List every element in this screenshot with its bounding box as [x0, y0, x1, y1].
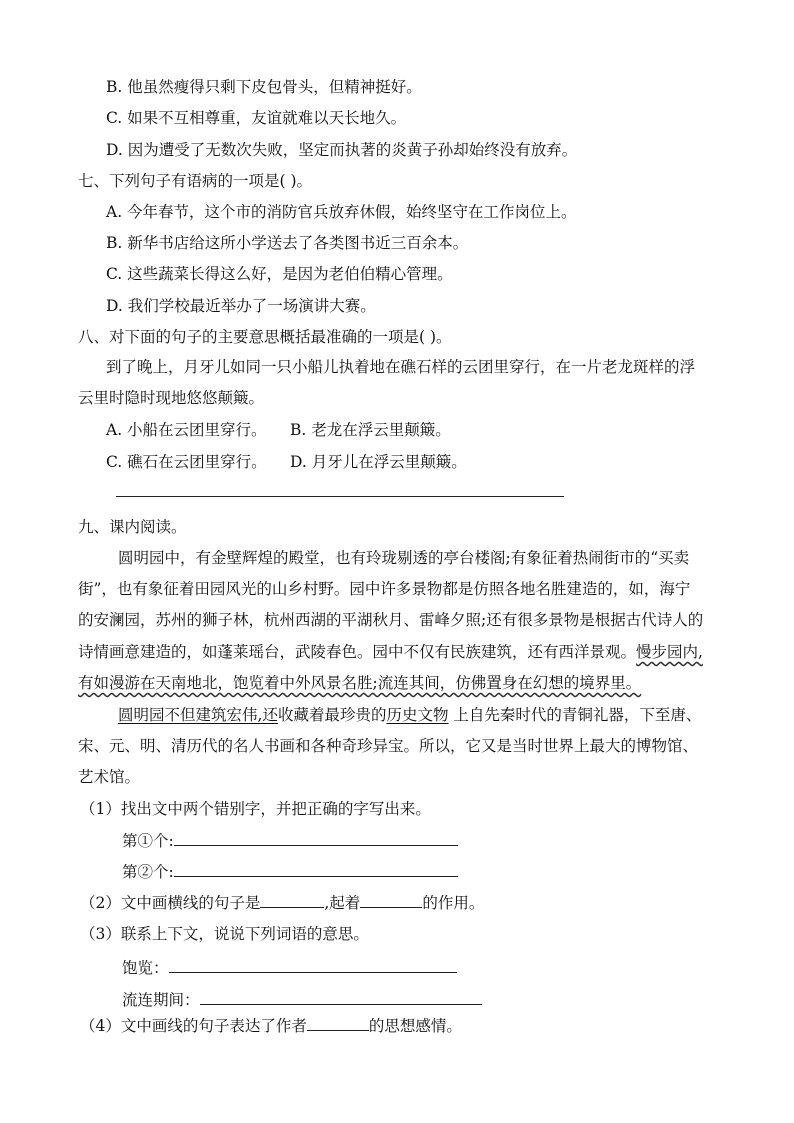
q9-passage-p2-line-1: [118, 704, 701, 726]
q8-option-b: B. 老龙在浮云里颠簸。: [290, 421, 451, 439]
q9-sub3-word-1-label: 饱览：: [122, 959, 169, 977]
q9-sentence-text: 收藏着最珍贵的: [277, 706, 387, 724]
q9-sub4-row: [80, 1014, 462, 1037]
q9-passage-p1-line-4-text: 诗情画意建造的，如蓬莱瑶台，武陵春色。园中不仅有民族建筑，还有西洋景观。: [78, 643, 637, 661]
q9-sentence-text-rest: 上自先秦时代的青铜礼器，下至唐、: [448, 706, 702, 724]
q9-sub2-end: 的作用。: [422, 894, 485, 912]
q6-option-d: D. 因为遭受了无数次失败，坚定而执著的炎黄子孙却始终没有放弃。: [106, 141, 578, 159]
q8-option-c: C. 礁石在云团里穿行。: [106, 453, 267, 471]
q7-option-d: D. 我们学校最近举办了一场演讲大赛。: [106, 297, 376, 315]
q9-passage-p1-line-2: 街”，也有象征着田园风光的山乡村野。园中许多景物都是仿照各地名胜建造的，如，海宁: [78, 580, 691, 598]
q9-underlined-sentence-part-2: 还: [262, 706, 278, 724]
q9-sub2-prompt: （2）文中画横线的句子是: [80, 894, 261, 912]
q9-sub3-word-2-row: [122, 988, 482, 1011]
q6-option-c: C. 如果不互相尊重，友谊就难以天长地久。: [106, 109, 407, 127]
q8-title: 八、对下面的句子的主要意思概括最准确的一项是( )。: [78, 328, 452, 346]
q9-sub3-word-2-blank[interactable]: [200, 988, 482, 1005]
q9-underlined-phrase: 历史文物: [386, 706, 449, 724]
section-divider: [116, 496, 564, 497]
q9-title: 九、课内阅读。: [78, 518, 187, 536]
q9-passage-p1-line-3: 的安澜园，苏州的狮子林，杭州西湖的平湖秋月、雷峰夕照;还有很多景物是根据古代诗人的: [78, 611, 704, 629]
q8-option-a: A. 小船在云团里穿行。: [106, 421, 267, 439]
q9-passage-p1-line-5: [78, 672, 641, 694]
q9-sub3-word-2-label: 流连期间：: [122, 991, 200, 1009]
q7-title: 七、下列句子有语病的一项是( )。: [78, 172, 313, 190]
q9-passage-p1-line-4: [78, 641, 703, 663]
q9-sub1-first-row: [122, 829, 458, 852]
q9-underlined-sentence-part-1: 圆明园不但建筑宏伟,: [118, 706, 263, 724]
q9-sub2-blank-2[interactable]: [360, 891, 422, 908]
q8-passage-line-2: 云里时隐时现地悠悠颠簸。: [78, 389, 265, 407]
q9-sub4-prompt: （4）文中画线的句子表达了作者: [80, 1017, 307, 1035]
q9-passage-p2-line-3: 艺术馆。: [78, 768, 141, 786]
q9-wavy-underlined-sentence: 有如漫游在天南地北，饱览着中外风景名胜;流连其间，仿佛置身在幻想的境界里。: [78, 674, 642, 692]
q9-sub1-first-answer-blank[interactable]: [174, 829, 458, 846]
q9-sub1-second-answer-blank[interactable]: [174, 860, 458, 877]
q9-sub2-mid: ,起着: [324, 894, 361, 912]
q9-sub3-word-1-blank[interactable]: [169, 956, 457, 973]
q9-sub1-prompt: （1）找出文中两个错别字，并把正确的字写出来。: [80, 800, 431, 818]
q9-sub3-prompt: （3）联系上下文，说说下列词语的意思。: [80, 925, 369, 943]
q9-sub3-word-1-row: [122, 956, 457, 979]
q9-sub2-blank-1[interactable]: [260, 891, 324, 908]
q9-sub2-row: [80, 891, 484, 914]
q8-option-d: D. 月牙儿在浮云里颠簸。: [290, 453, 467, 471]
q9-passage-p2-line-2: 宋、元、明、清历代的名人书画和各种奇珍异宝。所以，它又是当时世界上最大的博物馆、: [78, 737, 699, 755]
q9-sub1-first-label: 第①个:: [122, 832, 174, 850]
q9-sub4-blank[interactable]: [307, 1014, 369, 1031]
q9-passage-p1-line-1: 圆明园中，有金壁辉煌的殿堂，也有玲珑剔透的亭台楼阁;有象征着热闹街市的“买卖: [118, 549, 690, 567]
q9-sub4-end: 的思想感情。: [368, 1017, 462, 1035]
q6-option-b: B. 他虽然瘦得只剩下皮包骨头，但精神挺好。: [106, 78, 422, 96]
q9-sub1-second-row: [122, 860, 458, 883]
q7-option-c: C. 这些蔬菜长得这么好，是因为老伯伯精心管理。: [106, 265, 453, 283]
q9-wavy-underlined-text-start: 慢步园内,: [636, 643, 703, 661]
q9-sub1-second-label: 第②个:: [122, 863, 174, 881]
q7-option-a: A. 今年春节，这个市的消防官兵放弃休假，始终坚守在工作岗位上。: [106, 203, 577, 221]
q8-passage-line-1: 到了晚上，月牙儿如同一只小船儿执着地在礁石样的云团里穿行，在一片老龙斑样的浮: [106, 358, 696, 376]
q7-option-b: B. 新华书店给这所小学送去了各类图书近三百余本。: [106, 234, 469, 252]
